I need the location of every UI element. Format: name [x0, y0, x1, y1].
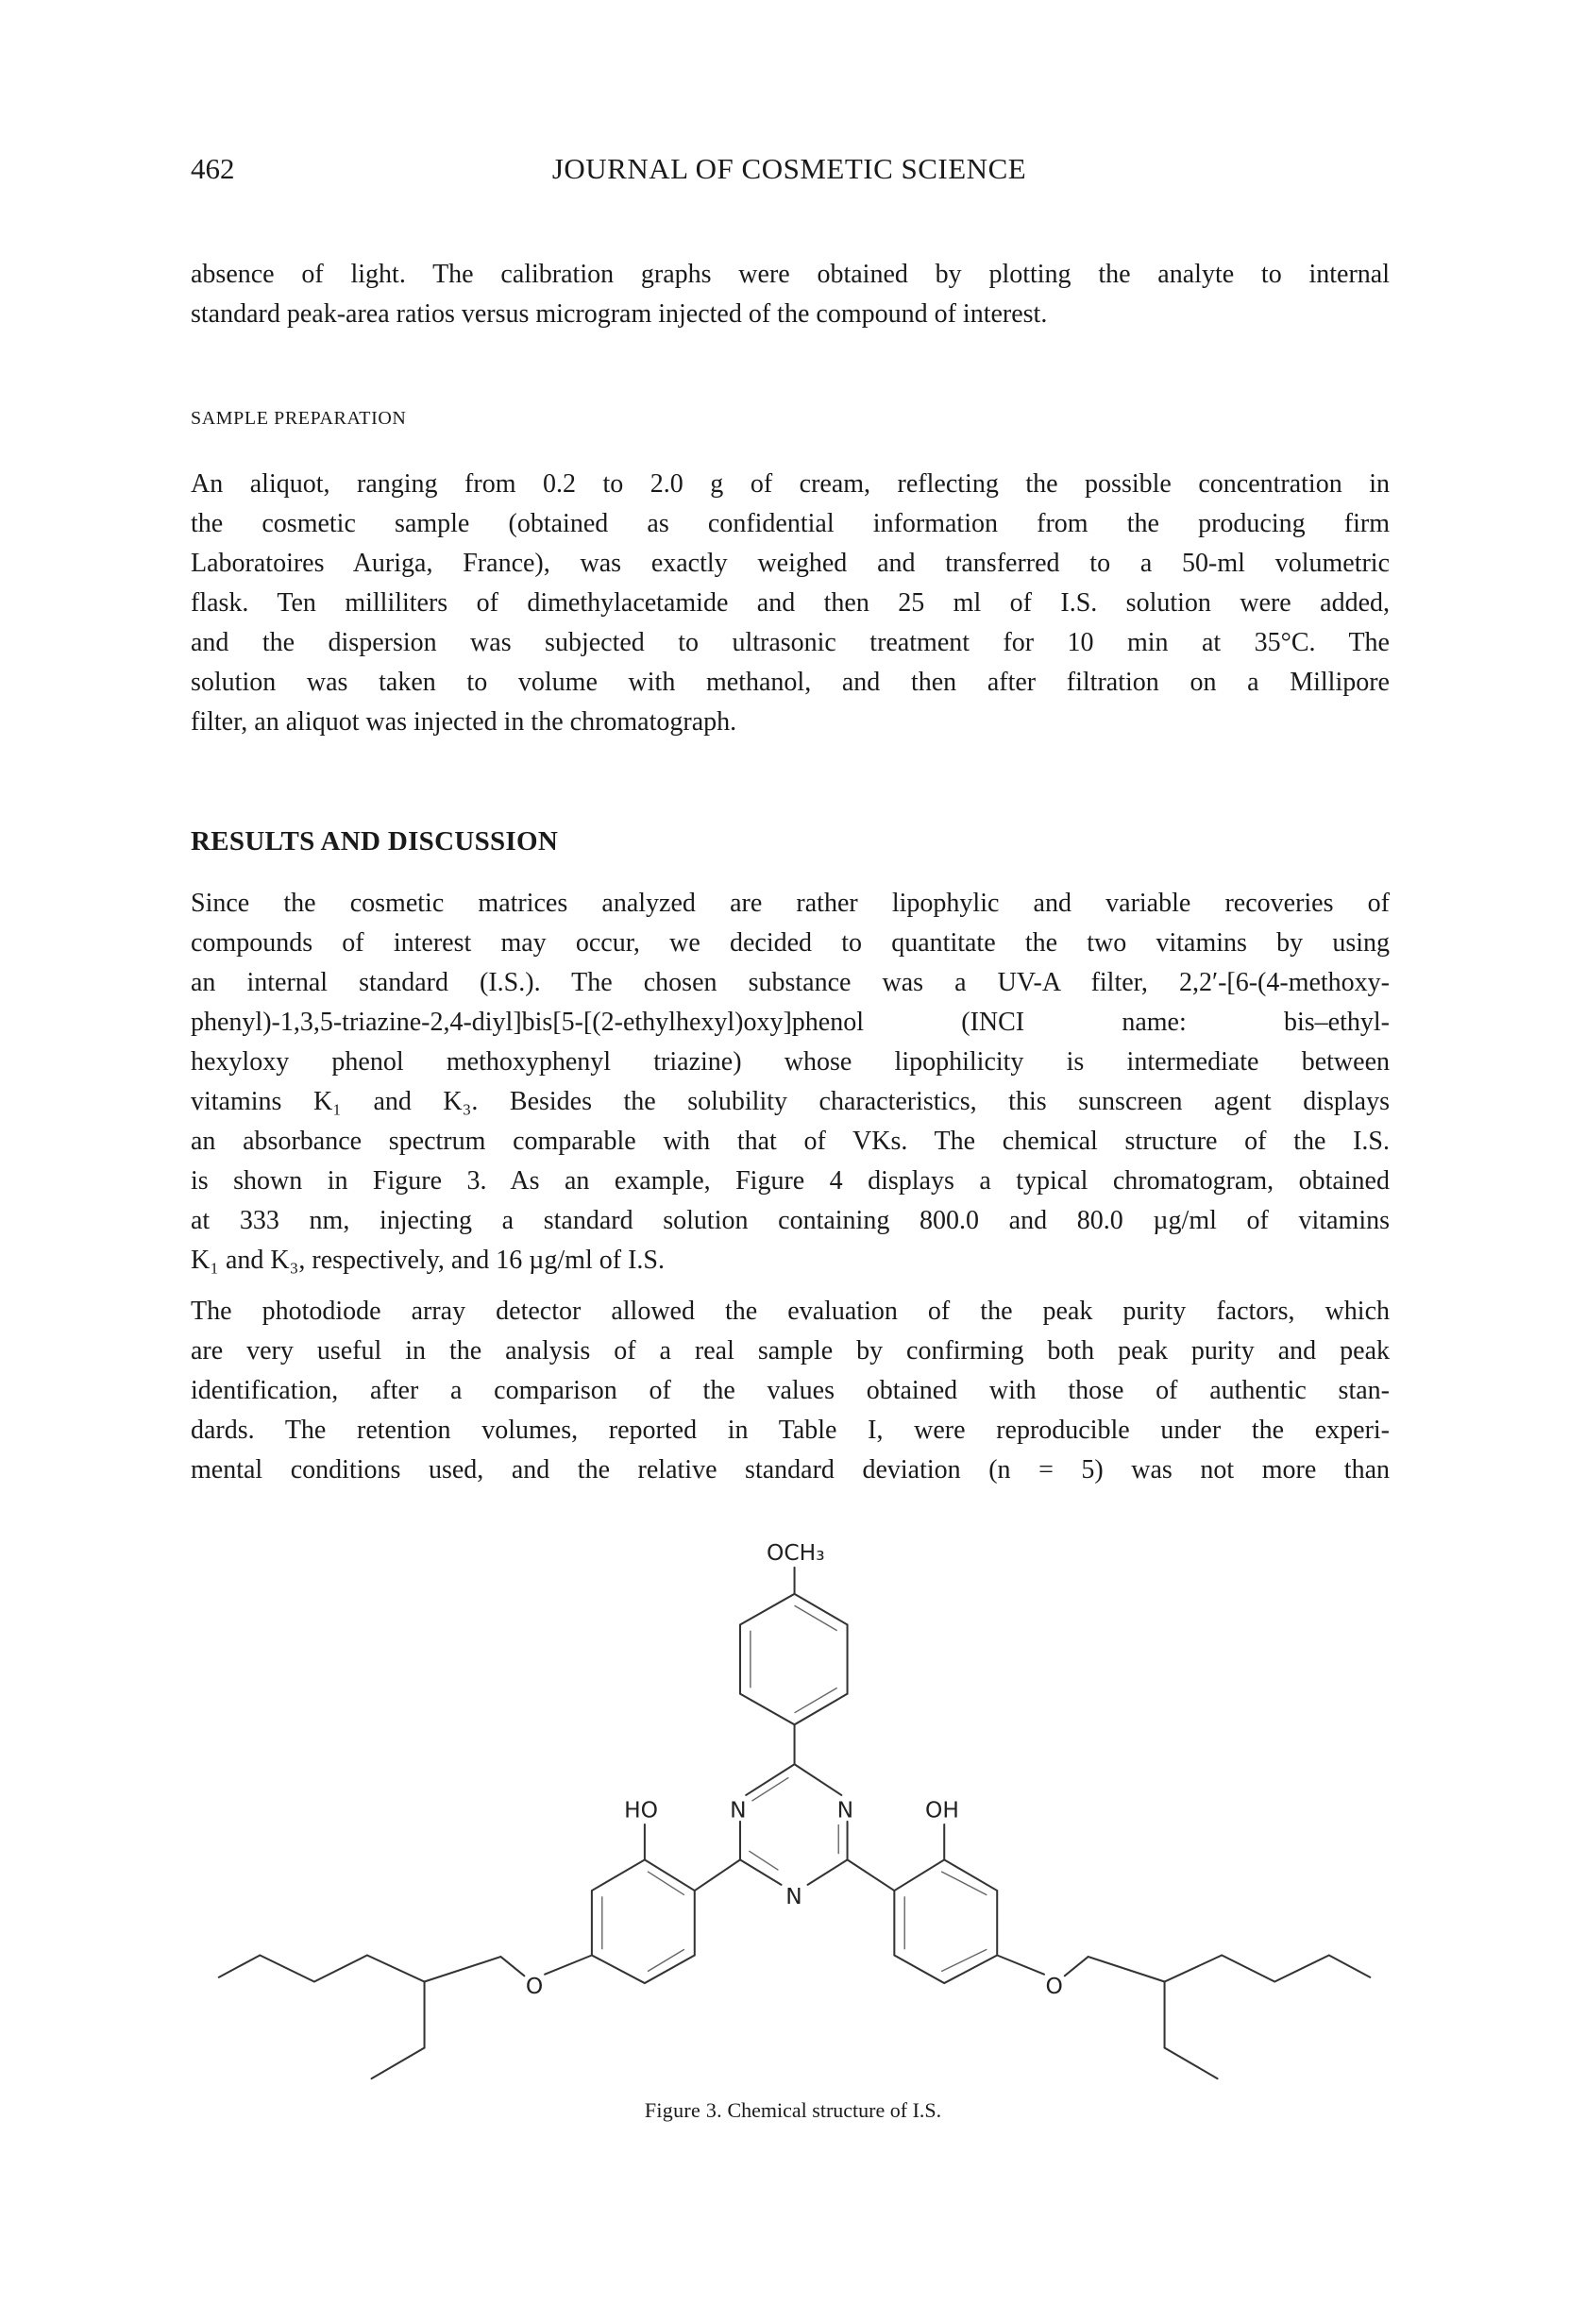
label-n-bottom: N	[785, 1883, 802, 1910]
text-line: compounds of interest may occur, we decided to quantitate the two vitamins by using	[191, 928, 1390, 958]
figure-caption-label: Figure 3.	[644, 2098, 722, 2122]
page-number: 462	[191, 152, 235, 185]
text-line: An aliquot, ranging from 0.2 to 2.0 g of cream, reflecting the possible concentration in	[191, 469, 1390, 499]
text-line: flask. Ten milliliters of dimethylacetamide and then 25 ml of I.S. solution were added,	[191, 588, 1390, 618]
label-n-left: N	[730, 1796, 747, 1824]
text-line: vitamins K₁ and K₃. Besides the solubility characteristics, this sunscreen agent displays	[191, 1087, 1390, 1116]
text-line: is shown in Figure 3. As an example, Figure 4 displays a typical chromatogram, obtained	[191, 1166, 1390, 1196]
text-line: mental conditions used, and the relative standard deviation (n = 5) was not more than	[191, 1455, 1390, 1484]
text-line: phenyl)-1,3,5-triazine-2,4-diyl]bis[5-[(2-ethylhexyl)oxy]phenol (INCI name: bis–ethyl-	[191, 1008, 1390, 1037]
text-line: Laboratoires Auriga, France), was exactly weighed and transferred to a 50-ml volumetric	[191, 549, 1390, 578]
section-heading-results: RESULTS AND DISCUSSION	[191, 826, 559, 857]
text-line: an absorbance spectrum comparable with that of VKs. The chemical structure of the I.S.	[191, 1127, 1390, 1156]
figure-caption	[0, 2095, 1586, 2127]
text-line: are very useful in the analysis of a real sample by confirming both peak purity and peak	[191, 1336, 1390, 1366]
text-line: an internal standard (I.S.). The chosen substance was a UV-A filter, 2,2′-[6-(4-methoxy-	[191, 968, 1390, 997]
text-line: The photodiode array detector allowed the evaluation of the peak purity factors, which	[191, 1297, 1390, 1326]
text-line: standard peak-area ratios versus microgram injected of the compound of interest.	[191, 299, 1048, 329]
label-o-right: O	[1045, 1972, 1063, 1999]
label-o-left: O	[525, 1972, 544, 1999]
text-line: hexyloxy phenol methoxyphenyl triazine) whose lipophilicity is intermediate between	[191, 1047, 1390, 1077]
methoxyphenyl-ring	[740, 1568, 848, 1764]
label-och3: OCH₃	[767, 1539, 825, 1567]
text-line: at 333 nm, injecting a standard solution containing 800.0 and 80.0 µg/ml of vitamins	[191, 1206, 1390, 1235]
text-line: filter, an aliquot was injected in the chromatograph.	[191, 707, 737, 737]
label-n-right: N	[836, 1796, 854, 1824]
journal-title: JOURNAL OF COSMETIC SCIENCE	[551, 152, 1027, 185]
text-line: absence of light. The calibration graphs were obtained by plotting the analyte to internal	[191, 260, 1390, 289]
label-ho: HO	[624, 1796, 659, 1824]
right-phenol-ring	[848, 1796, 1371, 2078]
figure-caption-text: Chemical structure of I.S.	[727, 2098, 942, 2122]
text-line: identification, after a comparison of the values obtained with those of authentic stan-	[191, 1376, 1390, 1405]
text-line: solution was taken to volume with methanol, and then after filtration on a Millipore	[191, 668, 1390, 697]
text-line: dards. The retention volumes, reported in Table I, were reproducible under the experi-	[191, 1416, 1390, 1445]
section-heading-sample-preparation: SAMPLE PREPARATION	[191, 408, 407, 429]
text-line: Since the cosmetic matrices analyzed are rather lipophylic and variable recoveries of	[191, 889, 1390, 918]
label-oh: OH	[925, 1796, 959, 1824]
left-phenol-ring	[219, 1796, 740, 2078]
text-line: and the dispersion was subjected to ultrasonic treatment for 10 min at 35°C. The	[191, 628, 1390, 657]
text-line: K₁ and K₃, respectively, and 16 µg/ml of I.S.	[191, 1246, 665, 1275]
text-line: the cosmetic sample (obtained as confidential information from the producing firm	[191, 509, 1390, 538]
triazine-ring	[730, 1764, 853, 1909]
